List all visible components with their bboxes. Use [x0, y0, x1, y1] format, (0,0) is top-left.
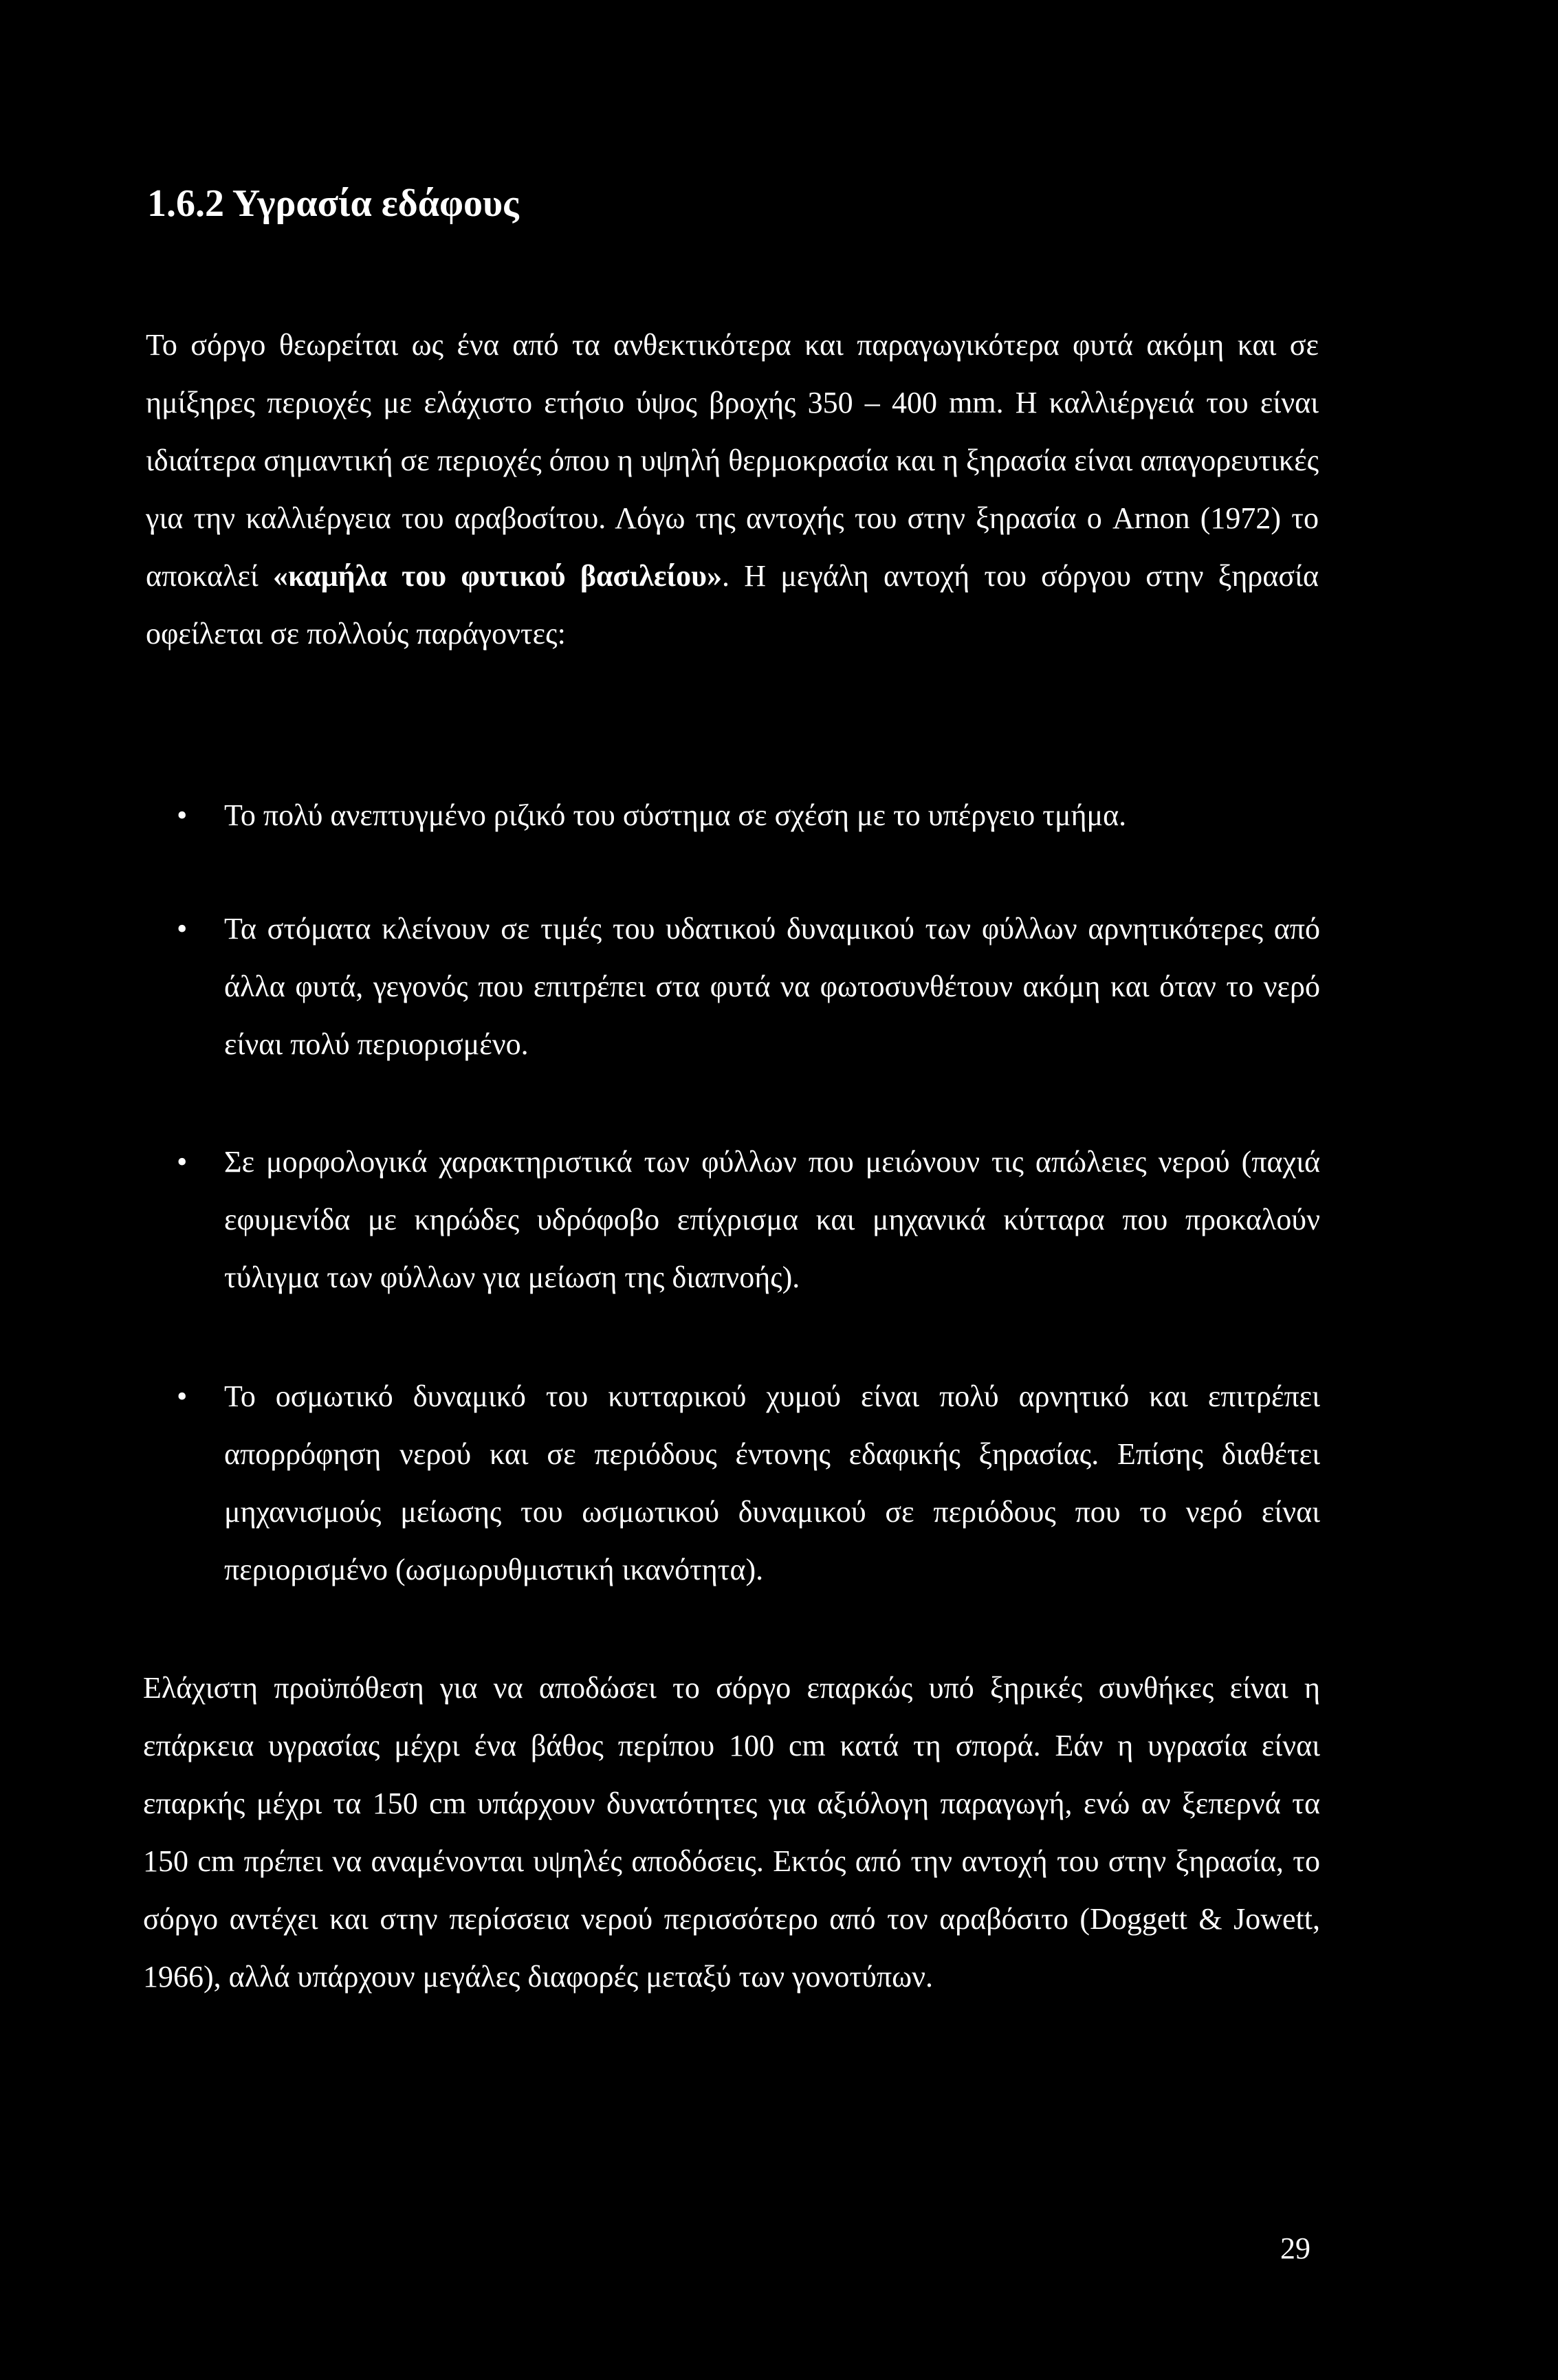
- bullet-text: Τα στόματα κλείνουν σε τιμές του υδατικού δυναμικού των φύλλων αρνητικότερες από άλλα φυτά, γεγονός που επιτρέπει στα φυτά να φωτοσυνθέτουν ακόμη και όταν το νερό είναι πολύ περιορισμένο.: [224, 912, 1320, 1061]
- intro-text-end: . Η μεγάλη αντοχή του σόργου στην ξηρασία οφείλεται σε πολλούς παράγοντες:: [146, 559, 1319, 651]
- bullet-item: [177, 787, 1320, 844]
- intro-paragraph: [146, 316, 1319, 663]
- intro-text-start: Το σόργο θεωρείται ως ένα από τα ανθεκτικότερα και παραγωγικότερα φυτά ακόμη και σε ημίξηρες περιοχές με ελάχιστο ετήσιο ύψος βροχής 350 – 400 mm. Η καλλιέργειά του είναι ιδιαίτερα σημαντική σε περιοχές όπου η υψηλή θερμοκρασία και η ξηρασία είναι απαγορευτικές για την καλλιέργεια του αραβοσίτου. Λόγω της αντοχής του στην ξηρασία ο Arnon (1972) το αποκαλεί: [146, 328, 1319, 593]
- closing-paragraph: Ελάχιστη προϋπόθεση για να αποδώσει το σόργο επαρκώς υπό ξηρικές συνθήκες είναι η επάρκεια υγρασίας μέχρι ένα βάθος περίπου 100 cm κατά τη σπορά. Εάν η υγρασία είναι επαρκής μέχρι τα 150 cm υπάρχουν δυνατότητες για αξιόλογη παραγωγή, ενώ αν ξεπερνά τα 150 cm πρέπει να αναμένονται υψηλές αποδόσεις. Εκτός από την αντοχή του στην ξηρασία, το σόργο αντέχει και στην περίσσεια νερού περισσότερο από τον αραβόσιτο (Doggett & Jowett, 1966), αλλά υπάρχουν μεγάλες διαφορές μεταξύ των γονοτύπων.: [143, 1671, 1320, 1994]
- section-heading: 1.6.2 Υγρασία εδάφους: [147, 182, 519, 225]
- bullet-item: [177, 1368, 1320, 1599]
- intro-bold-phrase: «καμήλα του φυτικού βασιλείου»: [272, 559, 723, 593]
- bullet-dot-icon: •: [177, 798, 188, 832]
- bullet-text: Το οσμωτικό δυναμικό του κυτταρικού χυμού είναι πολύ αρνητικό και επιτρέπει απορρόφηση νερού και σε περιόδους έντονης εδαφικής ξηρασίας. Επίσης διαθέτει μηχανισμούς μείωσης του ωσμωτικού δυναμικού σε περιόδους που το νερό είναι περιορισμένο (ωσμωρυθμιστική ικανότητα).: [224, 1379, 1320, 1586]
- bullet-dot-icon: •: [177, 912, 188, 946]
- bullet-item: [177, 1133, 1320, 1307]
- bullet-item: [177, 900, 1320, 1073]
- bullet-text: Το πολύ ανεπτυγμένο ριζικό του σύστημα σε σχέση με το υπέργειο τμήμα.: [224, 798, 1127, 832]
- bullet-text: Σε μορφολογικά χαρακτηριστικά των φύλλων που μειώνουν τις απώλειες νερού (παχιά εφυμενίδα με κηρώδες υδρόφοβο επίχρισμα και μηχανικά κύτταρα που προκαλούν τύλιγμα των φύλλων για μείωση της διαπνοής).: [224, 1145, 1320, 1294]
- page-number: 29: [1280, 2231, 1310, 2265]
- bullet-dot-icon: •: [177, 1145, 188, 1179]
- bullet-dot-icon: •: [177, 1379, 188, 1413]
